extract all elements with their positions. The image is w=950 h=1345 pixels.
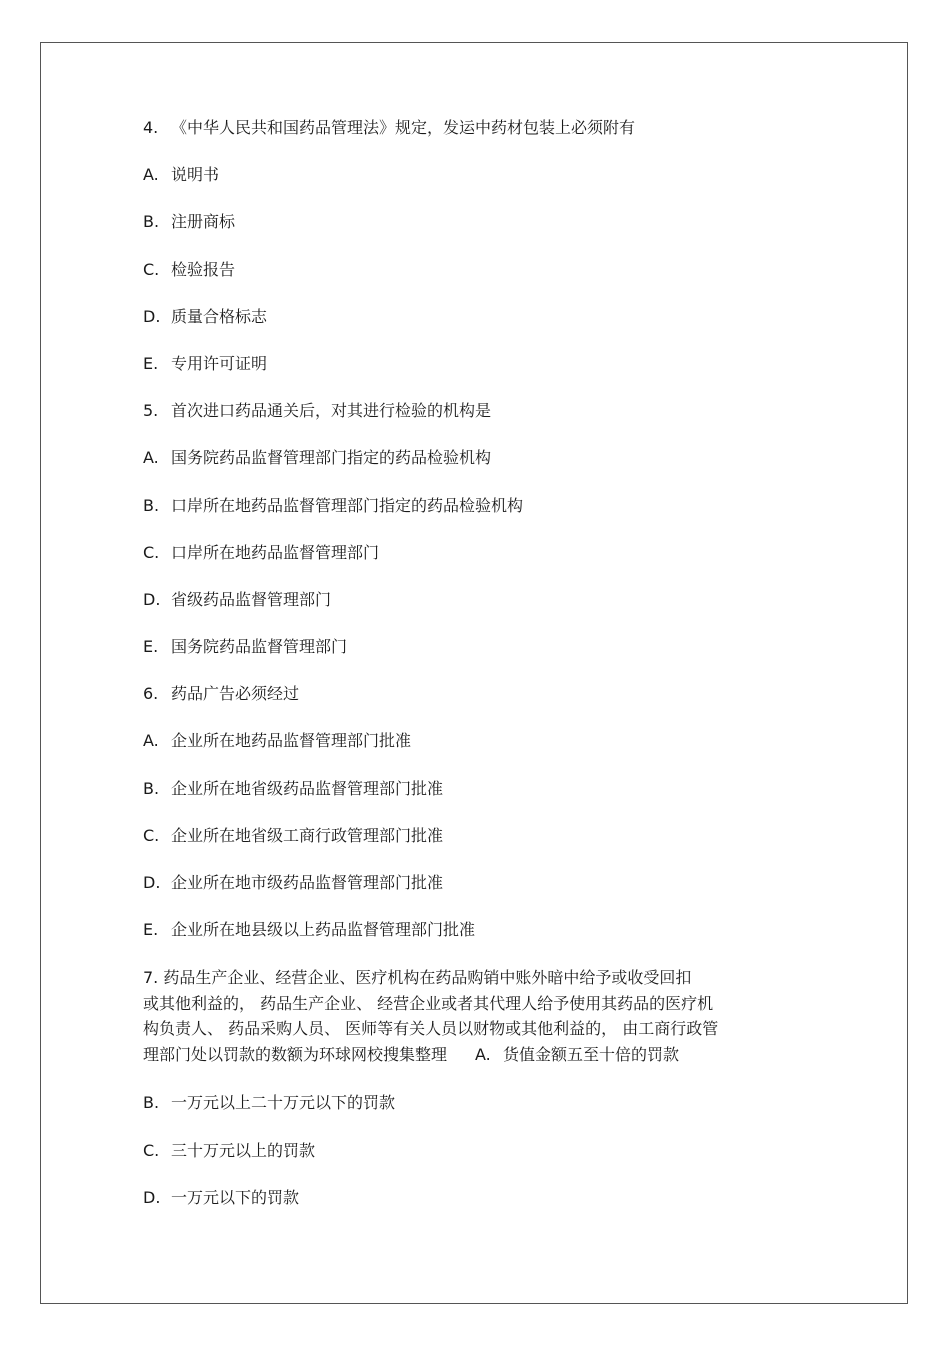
question-text: 首次进口药品通关后，对其进行检验的机构是 [171,401,492,421]
question-number: 6. [143,684,159,704]
question-text-line-1: 药品生产企业、经营企业、医疗机构在药品购销中账外暗中给予或收受回扣 [163,968,692,988]
option-a: A. 国务院药品监督管理部门指定的药品检验机构 [143,448,492,468]
document-content [143,116,823,1233]
question-4-stem [143,116,823,139]
option-a: A. 企业所在地药品监督管理部门批准 [143,731,412,751]
option-d: D. 一万元以下的罚款 [143,1187,300,1207]
option-b: B. 口岸所在地药品监督管理部门指定的药品检验机构 [143,495,524,515]
option-d: D. 企业所在地市级药品监督管理部门批准 [143,873,444,892]
option-c: C. 三十万元以上的罚款 [143,1140,316,1160]
option-b: B. 企业所在地省级药品监督管理部门批准 [143,778,444,798]
option-d: D. 质量合格标志 [143,306,268,326]
option-e: E. 国务院药品监督管理部门 [143,637,348,657]
question-5-stem [143,399,823,422]
option-d: D. 省级药品监督管理部门 [143,589,332,609]
option-b: B. 注册商标 [143,212,236,232]
option-e: E. 专用许可证明 [143,353,268,373]
question-text: 药品广告必须经过 [171,684,300,704]
option-a: A. 说明书 [143,165,220,185]
question-text: 《中华人民共和国药品管理法》规定，发运中药材包装上必须附有 [171,118,636,137]
question-text-line-4: 理部门处以罚款的数额为环球网校搜集整理 [143,1044,448,1064]
question-text-line-2: 或其他利益的， 药品生产企业、 经营企业或者其代理人给予使用其药品的医疗机 [143,993,714,1013]
option-c: C. 企业所在地省级工商行政管理部门批准 [143,825,444,845]
option-c: C. 口岸所在地药品监督管理部门 [143,542,380,562]
option-a: A. 货值金额五至十倍的罚款 [475,1044,680,1064]
question-number: 7. [143,968,159,988]
option-b: B. 一万元以上二十万元以下的罚款 [143,1093,396,1113]
option-e: E. 企业所在地县级以上药品监督管理部门批准 [143,920,476,940]
option-c: C. 检验报告 [143,259,236,279]
question-text-line-3: 构负责人、 药品采购人员、 医师等有关人员以财物或其他利益的， 由工商行政管 [143,1019,719,1039]
question-6-stem [143,682,823,705]
question-7-stem [143,965,823,1067]
question-number: 4. [143,118,159,137]
question-number: 5. [143,401,159,421]
